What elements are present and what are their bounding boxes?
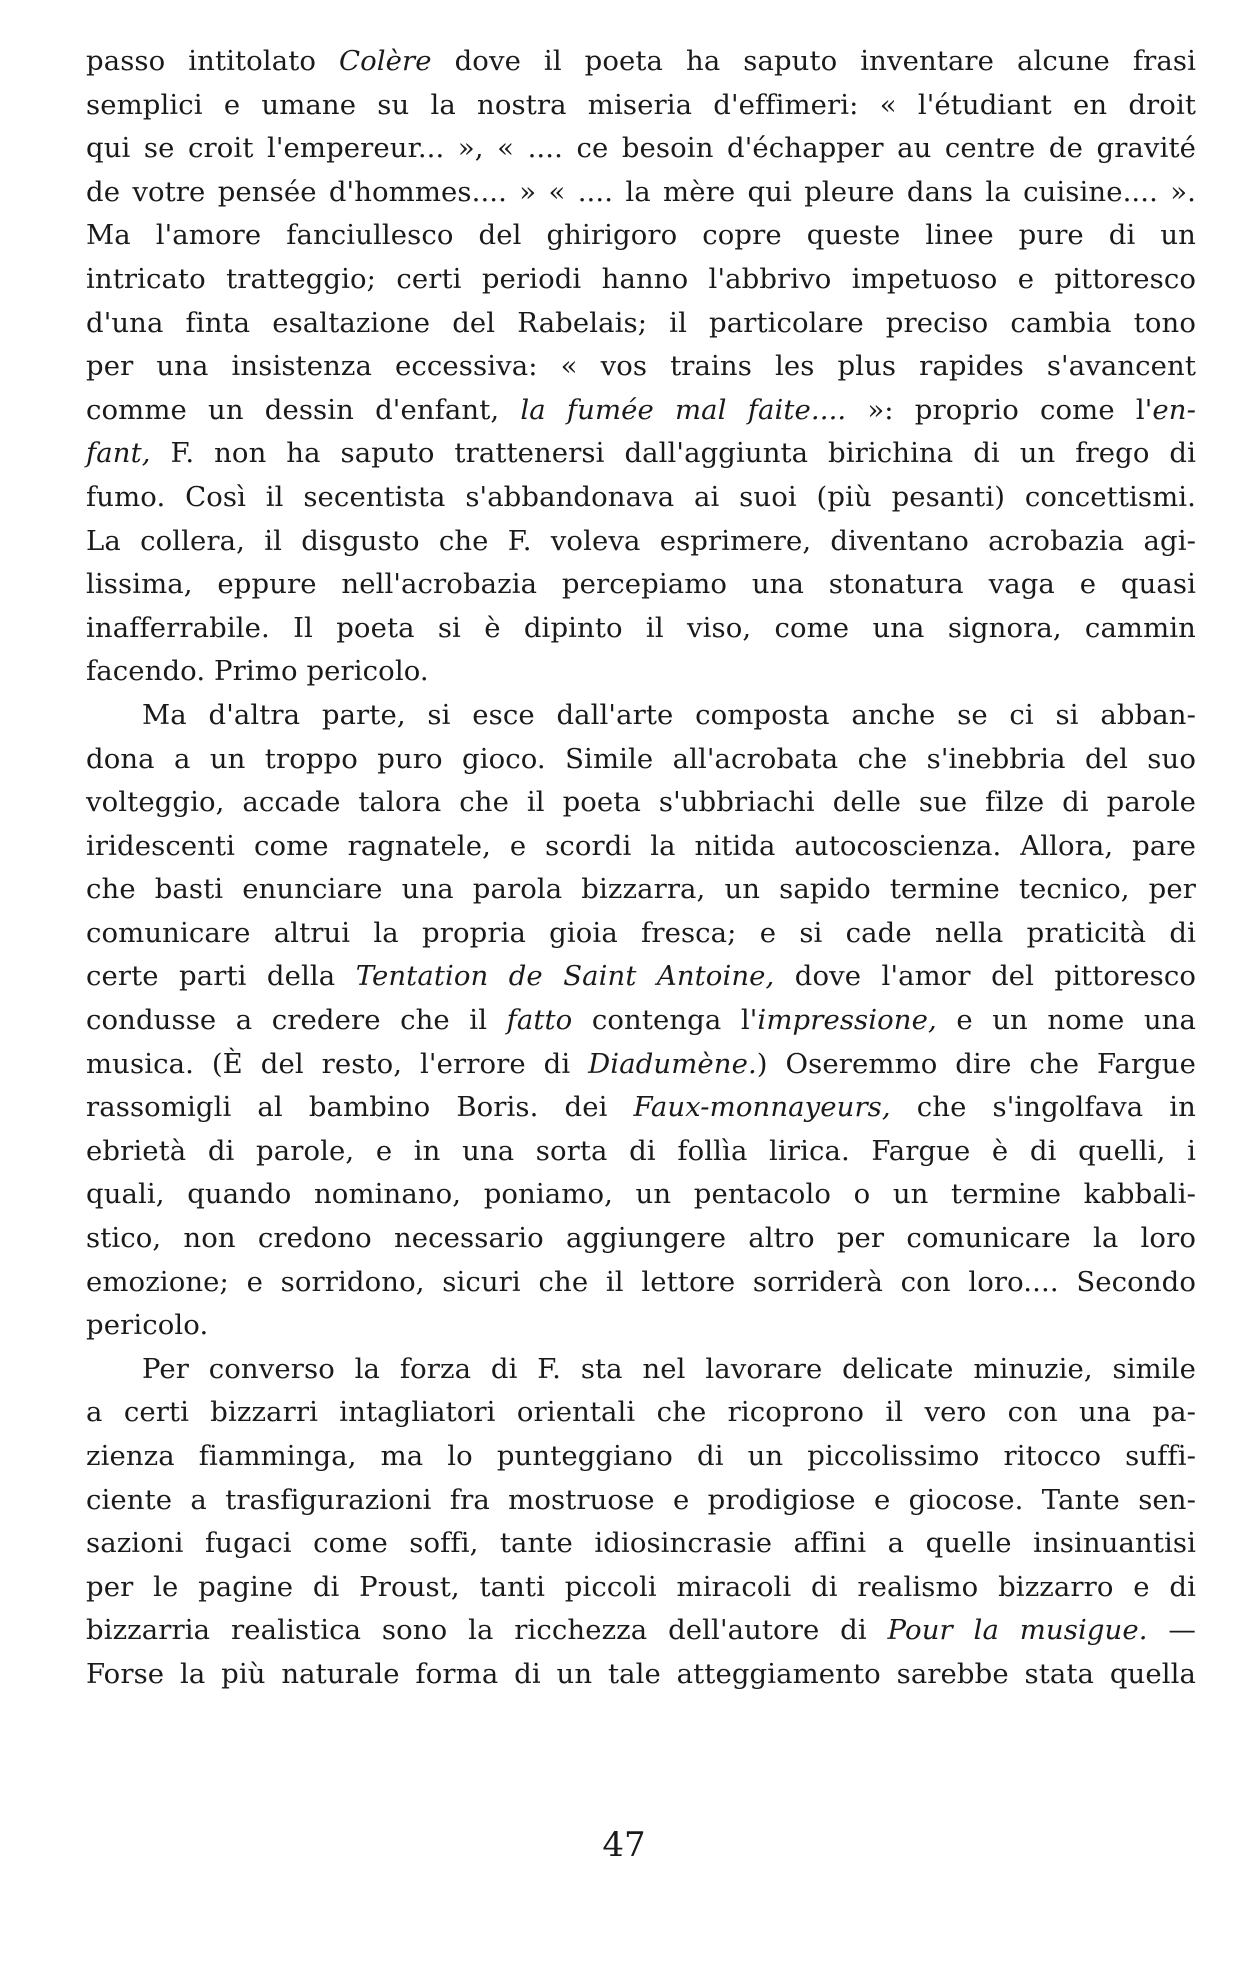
text-line: de votre pensée d'hommes.... » « .... la mère qui pleure dans la cuisine.... ».: [86, 175, 1196, 208]
text-line: stico, non credono necessario aggiungere altro per comunicare la loro: [86, 1222, 1196, 1255]
text-line: qui se croit l'empereur... », « .... ce besoin d'échapper au centre de gravité: [86, 132, 1196, 165]
italic-text: fatto: [506, 1004, 573, 1037]
text-line: Forse la più naturale forma di un tale atteggiamento sarebbe stata quella: [86, 1657, 1196, 1690]
text-line: lissima, eppure nell'acrobazia percepiamo una stonatura vaga e quasi: [86, 568, 1196, 601]
text-line: bizzarria realistica sono la ricchezza dell'autore di Pour la musigue. —: [86, 1614, 1196, 1647]
italic-text: la fumée mal faite....: [520, 393, 847, 426]
text-line: comunicare altrui la propria gioia fresca; e si cade nella praticità di: [86, 916, 1196, 949]
text-line: La collera, il disgusto che F. voleva esprimere, diventano acrobazia agi-: [86, 524, 1196, 557]
text-line: iridescenti come ragnatele, e scordi la nitida autocoscienza. Allora, pare: [86, 829, 1196, 862]
italic-text: Pour la musigue.: [887, 1614, 1148, 1647]
paragraph: [86, 1348, 1196, 1697]
text-line: fumo. Così il secentista s'abbandonava ai suoi (più pesanti) concettismi.: [86, 480, 1196, 513]
text-line: semplici e umane su la nostra miseria d'effimeri: « l'étudiant en droit: [86, 88, 1196, 121]
text-line: rassomigli al bambino Boris. dei Faux-monnayeurs, che s'ingolfava in: [86, 1091, 1196, 1124]
text-line: intricato tratteggio; certi periodi hanno l'abbrivo impetuoso e pittoresco: [86, 262, 1196, 295]
text-column: [86, 40, 1196, 1697]
text-line: musica. (È del resto, l'errore di Diadumène.) Oseremmo dire che Fargue: [86, 1047, 1196, 1080]
text-line: ebrietà di parole, e in una sorta di follìa lirica. Fargue è di quelli, i: [86, 1134, 1196, 1167]
italic-text: fant,: [86, 437, 151, 470]
text-line: Ma d'altra parte, si esce dall'arte composta anche se ci si abban-: [142, 698, 1196, 731]
text-line: sazioni fugaci come soffi, tante idiosincrasie affini a quelle insinuantisi: [86, 1527, 1196, 1560]
text-line: a certi bizzarri intagliatori orientali che ricoprono il vero con una pa-: [86, 1396, 1196, 1429]
text-line: dona a un troppo puro gioco. Simile all'acrobata che s'inebbria del suo: [86, 742, 1196, 775]
page-number: 47: [602, 1825, 646, 1865]
text-line: inafferrabile. Il poeta si è dipinto il viso, come una signora, cammin: [86, 611, 1196, 644]
text-line: passo intitolato Colère dove il poeta ha saputo inventare alcune frasi: [86, 45, 1196, 77]
text-line: per una insistenza eccessiva: « vos trains les plus rapides s'avancent: [86, 350, 1196, 383]
paragraph: [86, 40, 1196, 694]
text-line: certe parti della Tentation de Saint Antoine, dove l'amor del pittoresco: [86, 960, 1196, 993]
text-line: che basti enunciare una parola bizzarra, un sapido termine tecnico, per: [86, 873, 1196, 906]
italic-text: Colère: [338, 45, 432, 77]
text-line: per le pagine di Proust, tanti piccoli miracoli di realismo bizzarro e di: [86, 1570, 1196, 1603]
italic-text: Diadumène.: [588, 1047, 757, 1080]
text-line: comme un dessin d'enfant, la fumée mal faite.... »: proprio come l'en-: [86, 393, 1196, 426]
text-line: fant, F. non ha saputo trattenersi dall'aggiunta birichina di un frego di: [86, 437, 1196, 470]
italic-text: en-: [1152, 393, 1196, 426]
text-line: ciente a trasfigurazioni fra mostruose e prodigiose e giocose. Tante sen-: [86, 1483, 1196, 1516]
text-line: volteggio, accade talora che il poeta s'ubbriachi delle sue filze di parole: [86, 786, 1196, 819]
italic-text: impressione,: [757, 1004, 937, 1037]
paragraph: [86, 694, 1196, 1348]
text-line: facendo. Primo pericolo.: [86, 655, 429, 688]
text-line: Per converso la forza di F. sta nel lavorare delicate minuzie, simile: [142, 1352, 1196, 1385]
text-line: pericolo.: [86, 1309, 209, 1342]
text-line: quali, quando nominano, poniamo, un pentacolo o un termine kabbali-: [86, 1178, 1196, 1211]
page-body: [86, 40, 1196, 1697]
italic-text: Faux-monnayeurs,: [633, 1091, 891, 1124]
text-line: d'una finta esaltazione del Rabelais; il particolare preciso cambia tono: [86, 306, 1196, 339]
text-line: condusse a credere che il fatto contenga l'impressione, e un nome una: [86, 1004, 1196, 1037]
text-line: Ma l'amore fanciullesco del ghirigoro copre queste linee pure di un: [86, 219, 1196, 252]
text-line: emozione; e sorridono, sicuri che il lettore sorriderà con loro.... Secondo: [86, 1265, 1196, 1298]
italic-text: Tentation de Saint Antoine,: [355, 960, 775, 993]
text-line: zienza fiamminga, ma lo punteggiano di un piccolissimo ritocco suffi-: [86, 1440, 1196, 1472]
